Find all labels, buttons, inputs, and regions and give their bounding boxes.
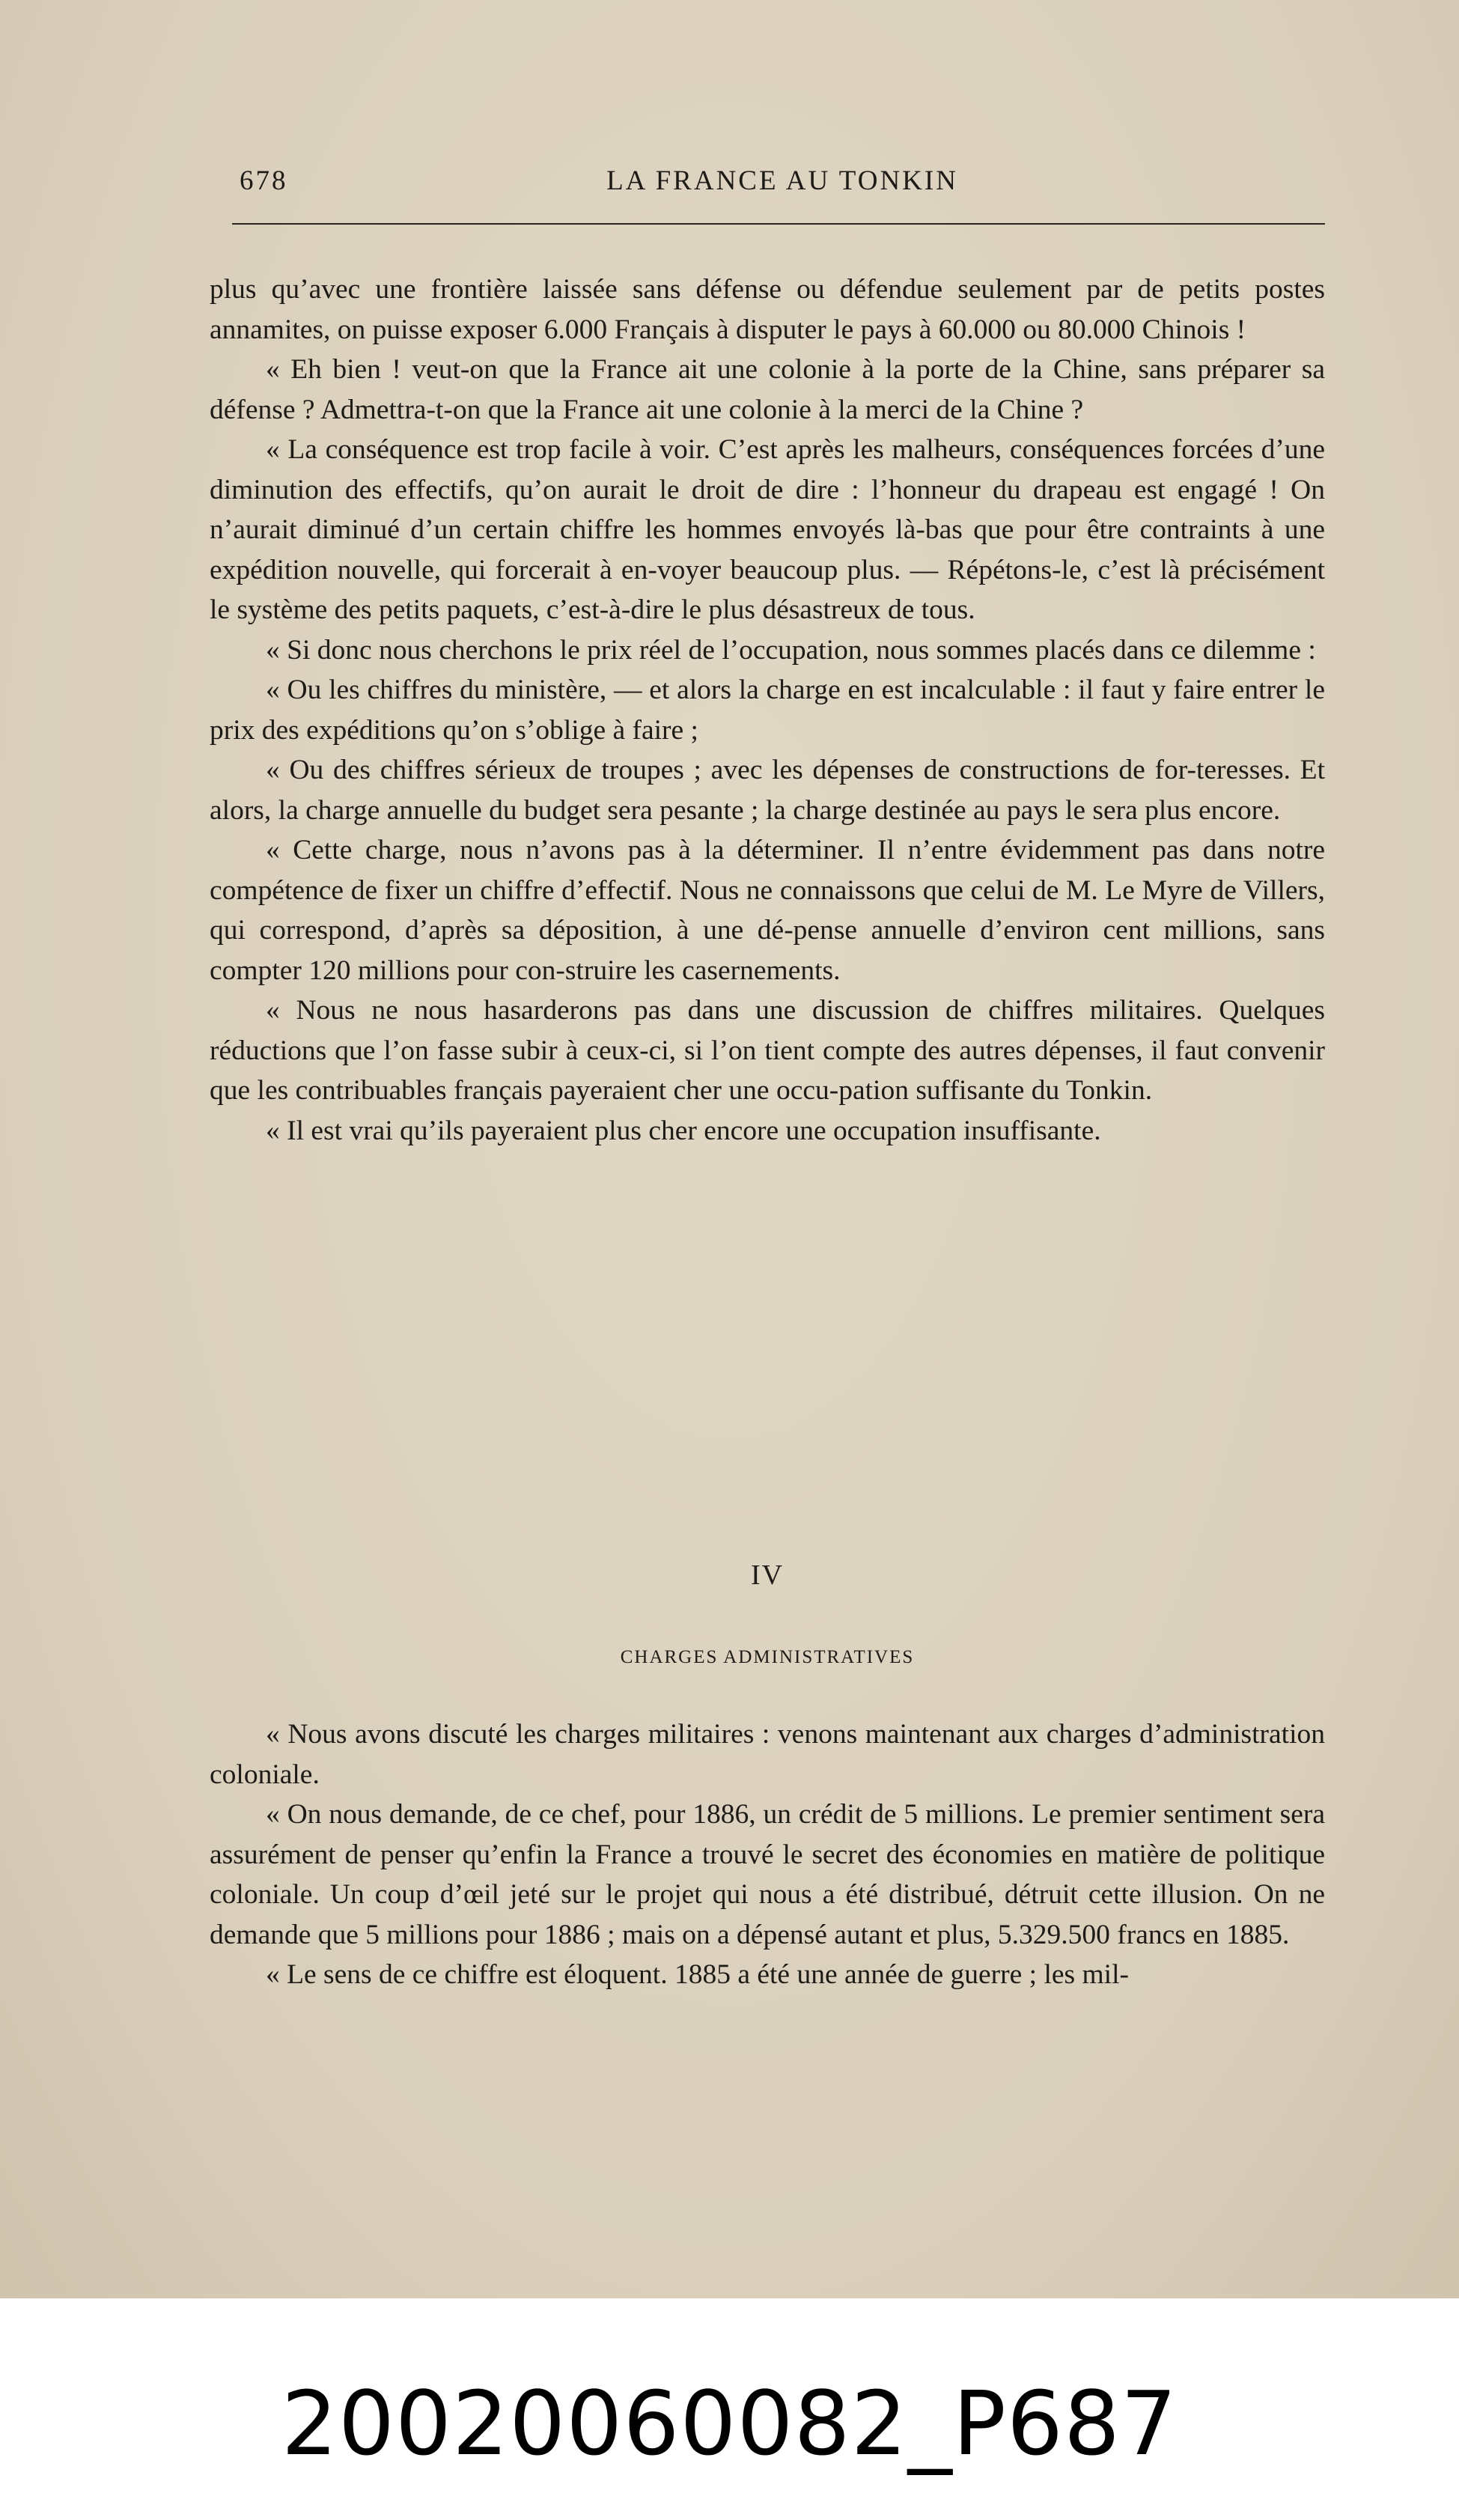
paragraph: « Ou les chiffres du ministère, — et alors la charge en est incalculable : il faut y faire entrer le prix des expéditions qu’on s’oblige à faire ;	[210, 675, 1325, 746]
page-number: 678	[240, 165, 288, 196]
body-text-part-2	[210, 1714, 1325, 1995]
paragraph: « La conséquence est trop facile à voir. C’est après les malheurs, conséquences forcées d’une diminution des effectifs, qu’on aurait le droit de dire : l’honneur du drapeau est engagé ! On n’aurait diminué d’un certain chiffre les hommes envoyés là-bas que pour être contraints à une expédition nouvelle, qui forcerait à en-voyer beaucoup plus. — Répétons-le, c’est là précisément le système des petits paquets, c’est-à-dire le plus désastreux de tous.	[210, 434, 1325, 625]
running-title: LA FRANCE AU TONKIN	[606, 165, 958, 196]
paragraph: « Si donc nous cherchons le prix réel de l’occupation, nous sommes placés dans ce dilemme :	[266, 634, 1316, 666]
paragraph: « Cette charge, nous n’avons pas à la déterminer. Il n’entre évidemment pas dans notre compétence de fixer un chiffre d’effectif. Nous ne connaissons que celui de M. Le Myre de Villers, qui correspond, d’après sa déposition, à une dé-pense annuelle d’environ cent millions, sans compter 120 millions pour con-struire les casernements.	[210, 835, 1325, 986]
paragraph: « Il est vrai qu’ils payeraient plus cher encore une occupation insuffisante.	[266, 1115, 1101, 1146]
running-head	[240, 165, 1325, 202]
section-number: IV	[750, 1559, 785, 1591]
paragraph: « On nous demande, de ce chef, pour 1886, un crédit de 5 millions. Le premier sentiment sera assurément de penser qu’enfin la France a trouvé le secret des économies en matière de politique coloniale. Un coup d’œil jeté sur le projet qui nous a été distribué, détruit cette illusion. On ne demande que 5 millions pour 1886 ; mais on a dépensé autant et plus, 5.329.500 francs en 1885.	[210, 1799, 1325, 1950]
paragraph: « Nous avons discuté les charges militaires : venons maintenant aux charges d’administration coloniale.	[210, 1719, 1325, 1790]
paragraph: plus qu’avec une frontière laissée sans défense ou défendue seulement par de petits postes annamites, on puisse exposer 6.000 Français à disputer le pays à 60.000 ou 80.000 Chinois !	[210, 274, 1325, 345]
header-rule	[232, 223, 1325, 225]
paragraph: « Eh bien ! veut-on que la France ait une colonie à la porte de la Chine, sans préparer sa défense ? Admettra-t-on que la France ait une colonie à la merci de la Chine ?	[210, 354, 1325, 425]
paragraph: « Nous ne nous hasarderons pas dans une discussion de chiffres militaires. Quelques réductions que l’on fasse subir à ceux-ci, si l’on tient compte des autres dépenses, il faut convenir que les contribuables français payeraient cher une occu-pation suffisante du Tonkin.	[210, 995, 1325, 1106]
body-text-part-1	[210, 270, 1325, 1151]
paragraph: « Ou des chiffres sérieux de troupes ; avec les dépenses de constructions de for-teresses. Et alors, la charge annuelle du budget sera pesante ; la charge destinée au pays le sera plus encore.	[210, 755, 1325, 826]
paragraph: « Le sens de ce chiffre est éloquent. 1885 a été une année de guerre ; les mil-	[266, 1959, 1129, 1990]
section-title: CHARGES ADMINISTRATIVES	[620, 1647, 915, 1667]
archive-id-caption: 20020060082_P687	[281, 2372, 1178, 2475]
